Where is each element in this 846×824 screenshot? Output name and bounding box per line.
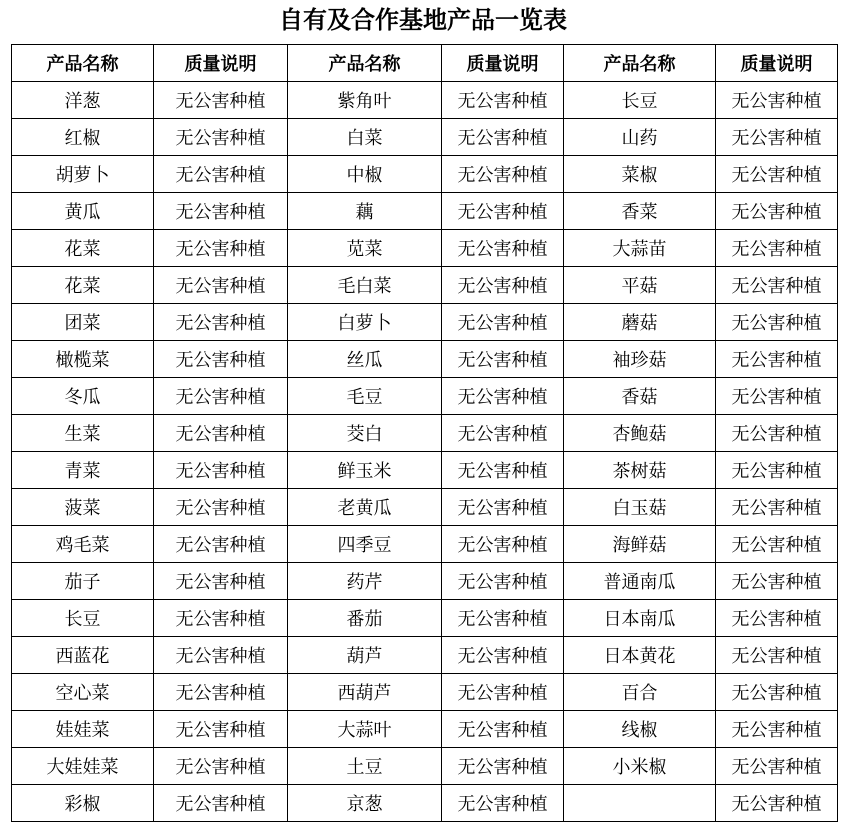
quality-note-cell: 无公害种植: [442, 267, 564, 304]
product-name-cell: [564, 785, 716, 822]
product-name-cell: 菠菜: [12, 489, 154, 526]
table-row: [12, 156, 838, 193]
product-name-cell: 长豆: [12, 600, 154, 637]
product-name-cell: 京葱: [288, 785, 442, 822]
quality-note-cell: 无公害种植: [442, 415, 564, 452]
product-name-cell: 日本黄花: [564, 637, 716, 674]
product-name-cell: 彩椒: [12, 785, 154, 822]
quality-note-cell: 无公害种植: [442, 526, 564, 563]
quality-note-cell: 无公害种植: [154, 119, 288, 156]
quality-note-cell: 无公害种植: [154, 489, 288, 526]
quality-note-cell: 无公害种植: [442, 341, 564, 378]
quality-note-cell: 无公害种植: [716, 341, 838, 378]
quality-note-cell: 无公害种植: [154, 637, 288, 674]
product-name-cell: 香菇: [564, 378, 716, 415]
quality-note-cell: 无公害种植: [442, 452, 564, 489]
table-row: [12, 526, 838, 563]
quality-note-cell: 无公害种植: [442, 378, 564, 415]
product-name-cell: 花菜: [12, 267, 154, 304]
quality-note-cell: 无公害种植: [154, 563, 288, 600]
header-product-name-3: 产品名称: [564, 45, 716, 82]
product-name-cell: 黄瓜: [12, 193, 154, 230]
table-body: [12, 82, 838, 822]
quality-note-cell: 无公害种植: [154, 82, 288, 119]
product-name-cell: 西蓝花: [12, 637, 154, 674]
product-name-cell: 袖珍菇: [564, 341, 716, 378]
table-row: [12, 600, 838, 637]
product-name-cell: 团菜: [12, 304, 154, 341]
quality-note-cell: 无公害种植: [716, 452, 838, 489]
product-name-cell: 橄榄菜: [12, 341, 154, 378]
product-name-cell: 茶树菇: [564, 452, 716, 489]
quality-note-cell: 无公害种植: [716, 230, 838, 267]
product-name-cell: 日本南瓜: [564, 600, 716, 637]
product-name-cell: 菜椒: [564, 156, 716, 193]
quality-note-cell: 无公害种植: [716, 415, 838, 452]
page-title: 自有及合作基地产品一览表: [279, 6, 567, 34]
quality-note-cell: 无公害种植: [442, 489, 564, 526]
header-quality-note-1: 质量说明: [154, 45, 288, 82]
product-name-cell: 鸡毛菜: [12, 526, 154, 563]
product-name-cell: 紫角叶: [288, 82, 442, 119]
product-name-cell: 土豆: [288, 748, 442, 785]
quality-note-cell: 无公害种植: [442, 193, 564, 230]
quality-note-cell: 无公害种植: [442, 600, 564, 637]
table-row: [12, 378, 838, 415]
product-name-cell: 胡萝卜: [12, 156, 154, 193]
table-row: [12, 119, 838, 156]
product-name-cell: 平菇: [564, 267, 716, 304]
quality-note-cell: 无公害种植: [154, 378, 288, 415]
product-name-cell: 大蒜苗: [564, 230, 716, 267]
header-row: [12, 45, 838, 82]
table-row: [12, 674, 838, 711]
quality-note-cell: 无公害种植: [716, 489, 838, 526]
product-name-cell: 线椒: [564, 711, 716, 748]
product-name-cell: 中椒: [288, 156, 442, 193]
product-name-cell: 大蒜叶: [288, 711, 442, 748]
quality-note-cell: 无公害种植: [442, 119, 564, 156]
product-name-cell: 药芹: [288, 563, 442, 600]
quality-note-cell: 无公害种植: [442, 304, 564, 341]
product-name-cell: 海鲜菇: [564, 526, 716, 563]
product-name-cell: 白玉菇: [564, 489, 716, 526]
product-name-cell: 番茄: [288, 600, 442, 637]
quality-note-cell: 无公害种植: [154, 785, 288, 822]
quality-note-cell: 无公害种植: [442, 674, 564, 711]
table-row: [12, 711, 838, 748]
quality-note-cell: 无公害种植: [154, 415, 288, 452]
quality-note-cell: 无公害种植: [154, 748, 288, 785]
product-name-cell: 百合: [564, 674, 716, 711]
product-name-cell: 生菜: [12, 415, 154, 452]
product-name-cell: 白菜: [288, 119, 442, 156]
product-name-cell: 毛豆: [288, 378, 442, 415]
table-row: [12, 489, 838, 526]
quality-note-cell: 无公害种植: [716, 748, 838, 785]
quality-note-cell: 无公害种植: [442, 711, 564, 748]
quality-note-cell: 无公害种植: [716, 193, 838, 230]
quality-note-cell: 无公害种植: [154, 267, 288, 304]
quality-note-cell: 无公害种植: [716, 119, 838, 156]
table-row: [12, 415, 838, 452]
product-name-cell: 红椒: [12, 119, 154, 156]
product-name-cell: 娃娃菜: [12, 711, 154, 748]
quality-note-cell: 无公害种植: [716, 711, 838, 748]
table-row: [12, 785, 838, 822]
quality-note-cell: 无公害种植: [716, 563, 838, 600]
quality-note-cell: 无公害种植: [154, 156, 288, 193]
product-name-cell: 苋菜: [288, 230, 442, 267]
product-name-cell: 洋葱: [12, 82, 154, 119]
product-name-cell: 冬瓜: [12, 378, 154, 415]
quality-note-cell: 无公害种植: [154, 304, 288, 341]
header-product-name-2: 产品名称: [288, 45, 442, 82]
table-row: [12, 341, 838, 378]
table-row: [12, 267, 838, 304]
quality-note-cell: 无公害种植: [442, 230, 564, 267]
header-product-name-1: 产品名称: [12, 45, 154, 82]
table-row: [12, 637, 838, 674]
quality-note-cell: 无公害种植: [716, 785, 838, 822]
product-name-cell: 老黄瓜: [288, 489, 442, 526]
quality-note-cell: 无公害种植: [716, 156, 838, 193]
table-row: [12, 304, 838, 341]
header-quality-note-2: 质量说明: [442, 45, 564, 82]
quality-note-cell: 无公害种植: [442, 563, 564, 600]
table-row: [12, 230, 838, 267]
quality-note-cell: 无公害种植: [154, 674, 288, 711]
quality-note-cell: 无公害种植: [154, 341, 288, 378]
quality-note-cell: 无公害种植: [154, 526, 288, 563]
product-table: [11, 44, 838, 822]
product-name-cell: 毛白菜: [288, 267, 442, 304]
quality-note-cell: 无公害种植: [716, 304, 838, 341]
product-name-cell: 四季豆: [288, 526, 442, 563]
product-name-cell: 空心菜: [12, 674, 154, 711]
product-name-cell: 葫芦: [288, 637, 442, 674]
table-row: [12, 563, 838, 600]
product-name-cell: 杏鲍菇: [564, 415, 716, 452]
product-name-cell: 大娃娃菜: [12, 748, 154, 785]
product-name-cell: 小米椒: [564, 748, 716, 785]
quality-note-cell: 无公害种植: [716, 378, 838, 415]
quality-note-cell: 无公害种植: [442, 785, 564, 822]
product-name-cell: 长豆: [564, 82, 716, 119]
product-name-cell: 普通南瓜: [564, 563, 716, 600]
quality-note-cell: 无公害种植: [716, 674, 838, 711]
quality-note-cell: 无公害种植: [716, 637, 838, 674]
quality-note-cell: 无公害种植: [442, 156, 564, 193]
product-name-cell: 鲜玉米: [288, 452, 442, 489]
table-row: [12, 82, 838, 119]
quality-note-cell: 无公害种植: [716, 600, 838, 637]
product-name-cell: 藕: [288, 193, 442, 230]
product-name-cell: 茄子: [12, 563, 154, 600]
product-name-cell: 蘑菇: [564, 304, 716, 341]
quality-note-cell: 无公害种植: [442, 82, 564, 119]
quality-note-cell: 无公害种植: [716, 267, 838, 304]
quality-note-cell: 无公害种植: [442, 637, 564, 674]
product-name-cell: 青菜: [12, 452, 154, 489]
quality-note-cell: 无公害种植: [716, 82, 838, 119]
quality-note-cell: 无公害种植: [154, 193, 288, 230]
product-name-cell: 丝瓜: [288, 341, 442, 378]
table-row: [12, 452, 838, 489]
quality-note-cell: 无公害种植: [442, 748, 564, 785]
quality-note-cell: 无公害种植: [154, 600, 288, 637]
header-quality-note-3: 质量说明: [716, 45, 838, 82]
product-name-cell: 茭白: [288, 415, 442, 452]
product-name-cell: 花菜: [12, 230, 154, 267]
product-name-cell: 山药: [564, 119, 716, 156]
product-name-cell: 白萝卜: [288, 304, 442, 341]
quality-note-cell: 无公害种植: [716, 526, 838, 563]
table-row: [12, 748, 838, 785]
product-name-cell: 西葫芦: [288, 674, 442, 711]
quality-note-cell: 无公害种植: [154, 711, 288, 748]
quality-note-cell: 无公害种植: [154, 452, 288, 489]
quality-note-cell: 无公害种植: [154, 230, 288, 267]
product-name-cell: 香菜: [564, 193, 716, 230]
table-row: [12, 193, 838, 230]
